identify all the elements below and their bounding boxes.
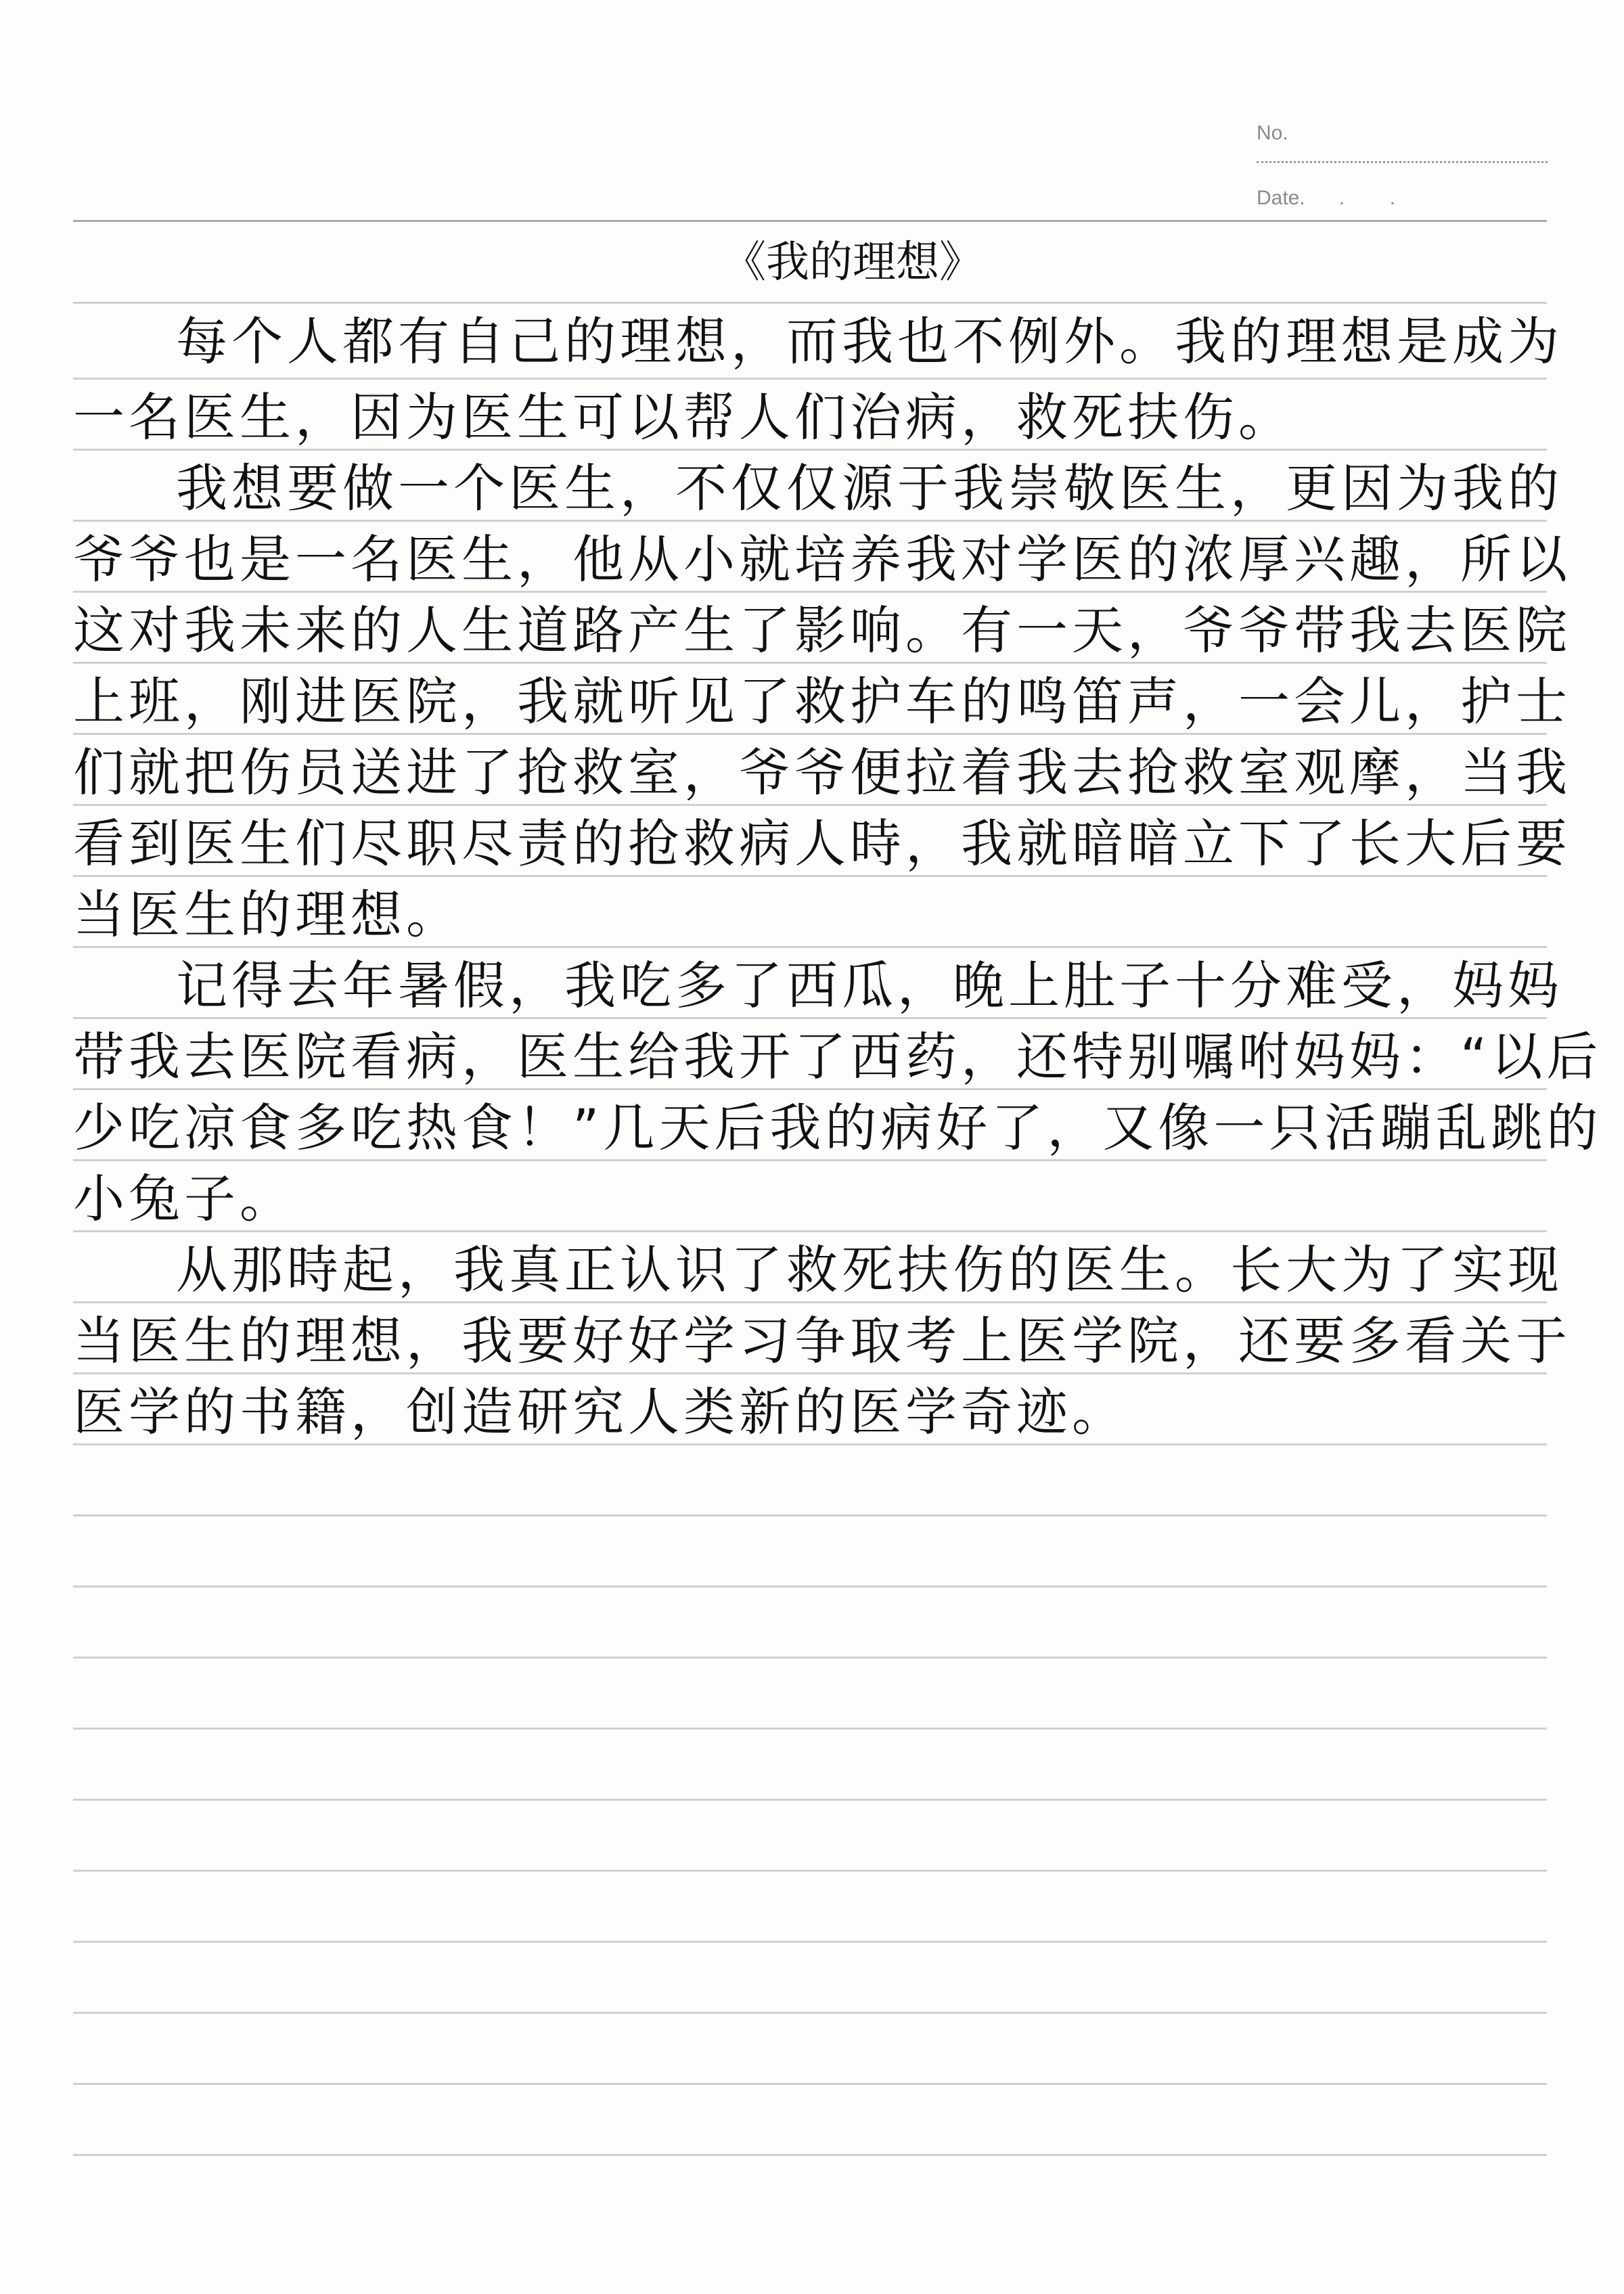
text-line: 少吃凉食多吃热食！”几天后我的病好了，又像一只活蹦乱跳的 — [73, 1098, 1602, 1158]
ruled-line — [73, 2083, 1547, 2085]
text-line: 我想要做一个医生，不仅仅源于我崇敬医生，更因为我的 — [176, 458, 1563, 518]
no-label: No. — [1257, 122, 1288, 144]
text-line: 看到医生们尽职尽责的抢救病人時，我就暗暗立下了长大后要 — [73, 813, 1571, 874]
text-line: 一名医生，因为医生可以帮人们治病，救死扶伤。 — [73, 387, 1294, 447]
ruled-line — [73, 1941, 1547, 1943]
ruled-line — [73, 2154, 1547, 2156]
text-line: 当医生的理想，我要好好学习争取考上医学院，还要多看关于 — [73, 1311, 1571, 1371]
ruled-line — [73, 1514, 1547, 1516]
text-line: 每个人都有自己的理想，而我也不例外。我的理想是成为 — [176, 311, 1563, 372]
text-line: 们就把伤员送进了抢救室，爷爷便拉着我去抢救室观摩，当我 — [73, 742, 1571, 803]
ruled-line — [73, 1585, 1547, 1588]
no-field-line — [1257, 161, 1548, 163]
ruled-line — [73, 1657, 1547, 1659]
date-label: Date. . . — [1257, 187, 1396, 209]
text-line: 当医生的理想。 — [73, 884, 461, 945]
ruled-line — [73, 1870, 1547, 1872]
text-line: 爷爷也是一名医生，他从小就培养我对学医的浓厚兴趣，所以 — [73, 529, 1571, 589]
text-line: 从那時起，我真正认识了救死扶伤的医生。长大为了实现 — [176, 1240, 1563, 1300]
ruled-line — [73, 2012, 1547, 2014]
header-rule — [73, 220, 1547, 222]
essay-title: 《我的理想》 — [723, 238, 983, 288]
text-line: 上班，刚进医院，我就听见了救护车的鸣笛声，一会儿，护士 — [73, 671, 1571, 732]
text-line: 这对我未来的人生道路产生了影响。有一天，爷爷带我去医院 — [73, 600, 1571, 660]
ruled-line — [73, 1728, 1547, 1730]
text-line: 记得去年暑假，我吃多了西瓜，晚上肚子十分难受，妈妈 — [176, 955, 1563, 1016]
text-line: 医学的书籍，创造研究人类新的医学奇迹。 — [73, 1382, 1127, 1442]
text-line: 带我去医院看病，医生给我开了西药，还特别嘱咐妈妈：“以后 — [73, 1027, 1602, 1087]
ruled-line — [73, 1443, 1547, 1445]
text-line: 小兔子。 — [73, 1169, 295, 1229]
ruled-line — [73, 1799, 1547, 1801]
